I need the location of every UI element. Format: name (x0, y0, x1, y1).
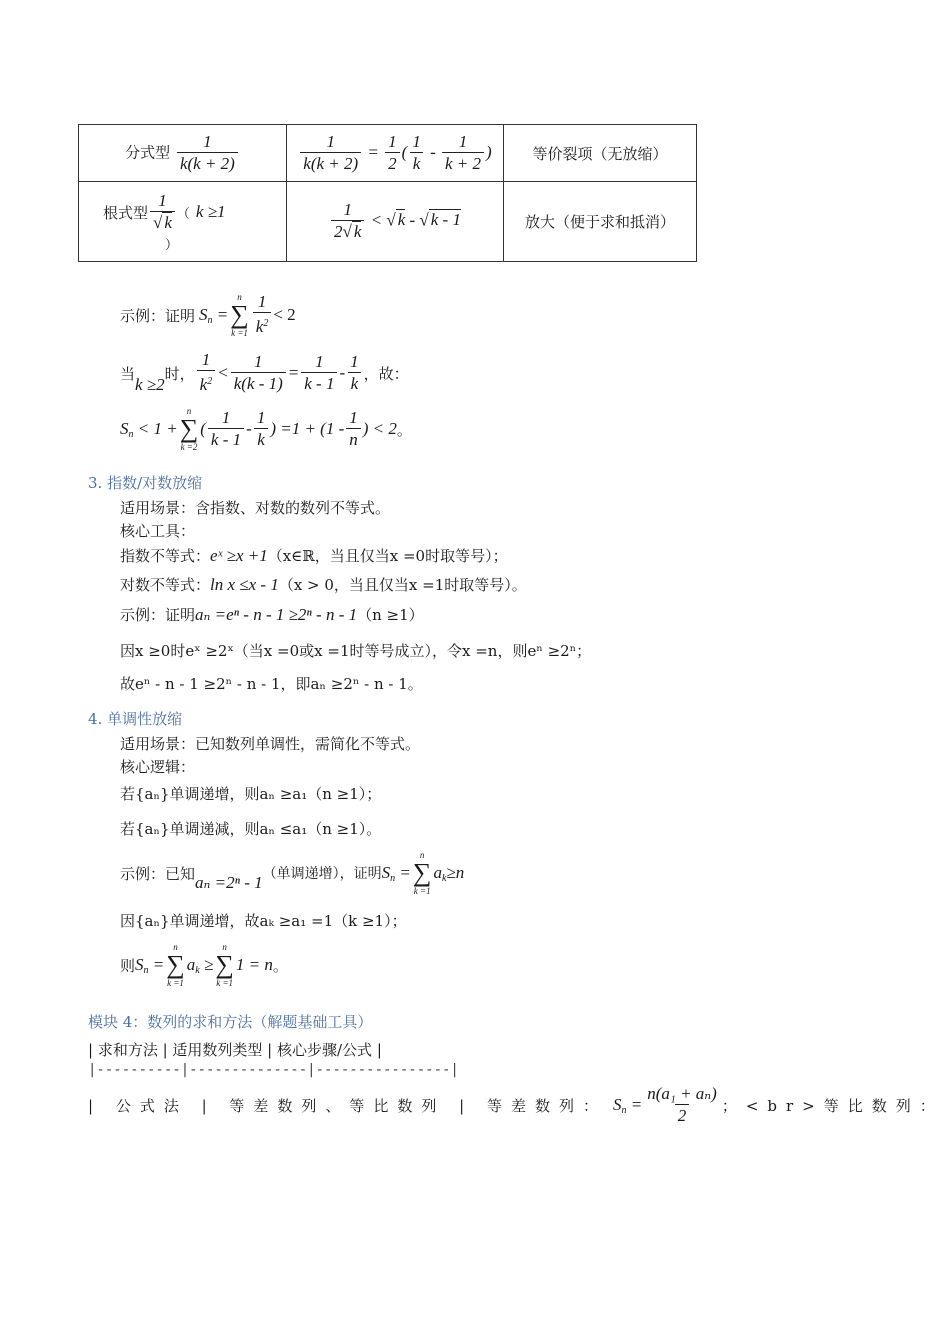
table-row (79, 125, 697, 182)
table-cell-formula: $\frac{1}{2√ k}$ < √ k - √ k - 1 (287, 182, 504, 262)
fraction: $\frac{1}{√ k}$ (150, 191, 175, 234)
fraction: $\frac{\text{n(a₁ + aₙ)}}{2}$ (647, 1084, 717, 1125)
sum-symbol: n ∑ k =1 (230, 292, 249, 338)
table-cell-note: 等价裂项（无放缩） (504, 125, 697, 182)
section4-then: 则 $S_n$ = n ∑ k =1 $a_k$ ≥ n ∑ k =1 1 = n 。 (120, 942, 288, 988)
markdown-table-rule: |----------|--------------|----------------| (88, 1062, 459, 1078)
section3-therefore: 故eⁿ - n - 1 ≥2ⁿ - n - 1，即aₙ ≥2ⁿ - n - 1。 (120, 675, 423, 693)
markdown-table-row: | 公式法 | 等差数列、等比数列 | 等差数列： $S_n$ = $\frac{\text{n(a₁ + aₙ)}}{2}$ ；<br>等比数列： (88, 1084, 944, 1125)
example1-line2: 当 k ≥2 时， $\frac{1}{k^2}$ < $\frac{1}{k(k - 1)}$ = $\frac{1}{k - 1}$ - $\frac{1}{k}$ ，故： (120, 350, 409, 394)
sum-symbol: n ∑ k =2 (179, 406, 199, 452)
type-label: 根式型 (103, 203, 149, 222)
fraction: $\frac{1}{k}$ (409, 132, 424, 175)
section3-scene: 适用场景：含指数、对数的数列不等式。 (120, 499, 391, 517)
fraction: $\frac{1}{k + 2}$ (442, 132, 484, 175)
section3-heading: 3. 指数/对数放缩 (88, 474, 203, 492)
sum-symbol: n ∑ k =1 (215, 942, 234, 988)
section4-decreasing: 若{aₙ}单调递减，则aₙ ≤a₁（n ≥1）。 (120, 820, 382, 838)
fraction: $\frac{1}{2√ k}$ (331, 200, 364, 243)
section4-because: 因{aₙ}单调递增，故aₖ ≥a₁ =1（k ≥1）； (120, 912, 407, 930)
table-row (79, 182, 697, 262)
table-cell-formula: $\frac{1}{k(k + 2)}$ = $\frac{1}{2}$ ( $\frac{1}{k}$ - $\frac{1}{k + 2}$ ) (287, 125, 504, 182)
section4-logic-title: 核心逻辑： (120, 758, 196, 776)
example1-line1: 示例：证明 $S_n$ = n ∑ k =1 $\frac{1}{k^2}$ < 2 (120, 292, 296, 338)
section3-because: 因x ≥0时eˣ ≥2ˣ（当x =0或x =1时等号成立），令x =n，则eⁿ ≥2ⁿ； (120, 642, 592, 660)
type-label: 分式型 (125, 143, 171, 161)
fraction: $\frac{1}{2}$ (385, 132, 400, 175)
markdown-table-header: | 求和方法 | 适用数列类型 | 核心步骤/公式 | (88, 1041, 382, 1059)
fraction: $\frac{1}{k^2}$ (253, 292, 272, 338)
module4-heading: 模块 4：数列的求和方法（解题基础工具） (88, 1013, 373, 1031)
table-cell-note: 放大（便于求和抵消） (504, 182, 697, 262)
log-inequality: 对数不等式：ln x ≤x - 1（x > 0，当且仅当x =1时取等号）。 (120, 575, 527, 594)
section3-tool-title: 核心工具： (120, 522, 196, 540)
exp-inequality: 指数不等式：eˣ ≥x +1（x∈ℝ，当且仅当x =0时取等号）； (120, 546, 508, 565)
section4-increasing: 若{aₙ}单调递增，则aₙ ≥a₁（n ≥1）； (120, 785, 382, 803)
section3-example: 示例：证明aₙ =eⁿ - n - 1 ≥2ⁿ - n - 1（n ≥1） (120, 605, 424, 624)
sum-symbol: n ∑ k =1 (412, 850, 432, 896)
sum-symbol: n ∑ k =1 (166, 942, 185, 988)
table-cell-type (79, 125, 287, 182)
section4-scene: 适用场景：已知数列单调性，需简化不等式。 (120, 735, 421, 753)
example1-line3: $S_n < 1$ + n ∑ k =2 ( $\frac{1}{k - 1}$ - $\frac{1}{k}$ ) =1 + (1 - $\frac{1}{n}$ ) < 2 。 (120, 406, 412, 452)
table-cell-type: 根式型 $\frac{1}{√ k}$ （ k ≥1 ） (79, 182, 287, 262)
scaling-table (78, 124, 697, 262)
fraction: $\frac{1}{k(k + 2)}$ (177, 132, 238, 175)
section4-example: 示例：已知 aₙ =2ⁿ - 1 （单调递增），证明 $S_n$ = n ∑ k =1 $a_k$ ≥n (120, 850, 465, 896)
section4-heading: 4. 单调性放缩 (88, 710, 183, 728)
fraction: $\frac{1}{k(k + 2)}$ (300, 132, 361, 175)
